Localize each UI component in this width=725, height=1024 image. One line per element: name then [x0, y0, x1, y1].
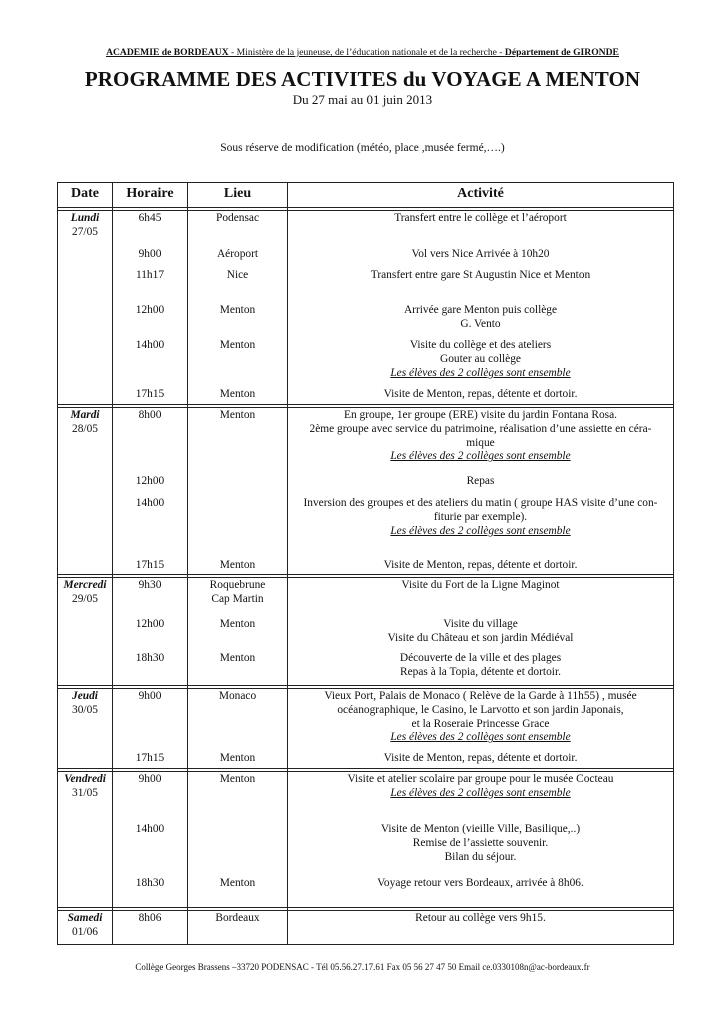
time-cell: 18h30	[135, 652, 165, 664]
place-cell	[188, 304, 287, 318]
day-date: 30/05	[72, 703, 98, 716]
time-cell: 8h06	[138, 912, 162, 924]
place-line: Nice	[226, 269, 249, 281]
place-line: Roquebrune	[209, 579, 266, 591]
time-cell: 9h00	[138, 248, 162, 260]
activity-cell	[288, 912, 673, 926]
place-cell	[188, 388, 287, 402]
activity-line: Visite du Château et son jardin Médiéval	[387, 631, 574, 644]
day-date: 29/05	[72, 592, 98, 605]
place-cell	[188, 752, 287, 766]
activity-line: Vieux Port, Palais de Monaco ( Relève de la Garde à 11h55) , musée	[324, 690, 637, 702]
day-cell	[58, 773, 112, 801]
activity-line: Visite de Menton, repas, détente et dortoir.	[383, 752, 578, 764]
place-line: Cap Martin	[211, 592, 264, 605]
time-cell: 6h45	[138, 212, 162, 224]
place-line: Menton	[219, 304, 256, 316]
activity-cell	[288, 618, 673, 646]
place-line: Menton	[219, 877, 256, 889]
day-name: Vendredi	[64, 773, 106, 785]
header-line	[0, 47, 725, 58]
day-cell	[58, 579, 112, 607]
activity-line: Remise de l’assiette souvenir.	[412, 836, 549, 849]
group-note: Les élèves des 2 collèges sont ensemble	[390, 366, 571, 379]
day-name: Lundi	[70, 212, 100, 224]
group-note: Les élèves des 2 collèges sont ensemble	[390, 731, 571, 744]
time-cell: 9h00	[138, 773, 162, 785]
day-cell	[58, 212, 112, 240]
place-cell	[188, 248, 287, 262]
activity-line: G. Vento	[460, 317, 501, 330]
place-line: Menton	[219, 773, 256, 785]
activity-line: Voyage retour vers Bordeaux, arrivée à 8h06.	[377, 877, 584, 889]
activity-line: Découverte de la ville et des plages	[399, 652, 562, 664]
activity-cell	[288, 877, 673, 891]
activity-line: Inversion des groupes et des ateliers du matin ( groupe HAS visite d’une con-	[303, 497, 658, 509]
place-cell	[188, 690, 287, 704]
time-cell: 17h15	[135, 559, 165, 571]
place-cell	[188, 579, 287, 607]
day-divider	[58, 768, 673, 772]
academie-label: ACADEMIE de BORDEAUX	[106, 47, 229, 58]
time-cell: 9h00	[138, 690, 162, 702]
group-note: Les élèves des 2 collèges sont ensemble	[390, 786, 571, 799]
time-cell: 8h00	[138, 409, 162, 421]
group-note: Les élèves des 2 collèges sont ensemble	[390, 524, 571, 537]
day-divider	[58, 685, 673, 689]
activity-cell	[288, 752, 673, 766]
activity-line: Transfert entre le collège et l’aéroport	[394, 212, 567, 224]
place-cell	[188, 912, 287, 926]
group-note: Les élèves des 2 collèges sont ensemble	[390, 450, 571, 463]
place-line: Aéroport	[216, 248, 259, 260]
activity-line: Repas	[466, 475, 495, 487]
activity-cell	[288, 773, 673, 801]
day-date: 31/05	[72, 786, 98, 799]
time-cell: 14h00	[135, 339, 165, 351]
activity-line: Visite de Menton (vieille Ville, Basilique,..)	[380, 823, 581, 835]
page-subtitle: Du 27 mai au 01 juin 2013	[292, 92, 433, 107]
activity-line: 2ème groupe avec service du patrimoine, réalisation d’une assiette en céra-	[309, 422, 652, 435]
place-cell	[188, 409, 287, 423]
place-cell	[188, 559, 287, 573]
header-date: Date	[71, 186, 99, 201]
activity-line: Gouter au collège	[440, 352, 521, 365]
activity-line: Bilan du séjour.	[444, 850, 517, 863]
activity-line: Vol vers Nice Arrivée à 10h20	[411, 248, 550, 260]
activity-line: mique	[466, 436, 495, 449]
activity-line: Visite de Menton, repas, détente et dortoir.	[383, 559, 578, 571]
time-cell: 12h00	[135, 618, 165, 630]
time-cell: 17h15	[135, 388, 165, 400]
day-name: Jeudi	[72, 690, 98, 702]
activity-line: Repas à la Topia, détente et dortoir.	[400, 665, 561, 678]
day-divider	[58, 574, 673, 578]
place-line: Podensac	[215, 212, 260, 224]
time-cell: 14h00	[135, 823, 165, 835]
header-lieu: Lieu	[223, 186, 252, 201]
activity-cell	[288, 269, 673, 283]
time-cell: 9h30	[138, 579, 162, 591]
place-line: Menton	[219, 388, 256, 400]
activity-cell	[288, 388, 673, 402]
header-activite: Activité	[457, 186, 504, 201]
place-cell	[188, 339, 287, 353]
modification-note: Sous réserve de modification (météo, place ,musée fermé,….)	[220, 142, 505, 154]
place-cell	[188, 652, 287, 666]
place-cell	[188, 773, 287, 787]
activity-cell	[288, 690, 673, 745]
day-date: 27/05	[72, 225, 98, 238]
day-cell	[58, 912, 112, 940]
place-line: Menton	[219, 618, 256, 630]
footer-contact: Collège Georges Brassens –33720 PODENSAC - Tél 05.56.27.17.61 Fax 05 56 27 47 50 Email ce.0330108n@ac-bordeaux.fr	[135, 962, 590, 972]
time-cell: 12h00	[135, 304, 165, 316]
time-cell: 11h17	[135, 269, 165, 281]
day-divider	[58, 404, 673, 408]
activity-cell	[288, 475, 673, 489]
place-cell	[188, 877, 287, 891]
place-cell	[188, 212, 287, 226]
day-date: 01/06	[72, 925, 98, 938]
activity-line: Arrivée gare Menton puis collège	[403, 304, 558, 316]
activity-cell	[288, 652, 673, 680]
activity-cell	[288, 497, 673, 538]
page-title: PROGRAMME DES ACTIVITES du VOYAGE A MENTON	[84, 67, 641, 91]
day-date: 28/05	[72, 422, 98, 435]
activity-line: Transfert entre gare St Augustin Nice et Menton	[370, 269, 591, 281]
activity-cell	[288, 823, 673, 864]
day-cell	[58, 409, 112, 437]
time-cell: 12h00	[135, 475, 165, 487]
activity-line: Retour au collège vers 9h15.	[415, 912, 546, 924]
day-cell	[58, 690, 112, 718]
place-line: Menton	[219, 339, 256, 351]
departement-label: Département de GIRONDE	[504, 47, 619, 58]
activity-cell	[288, 339, 673, 380]
header-horaire: Horaire	[126, 186, 174, 201]
place-line: Menton	[219, 559, 256, 571]
time-cell: 17h15	[135, 752, 165, 764]
activity-cell	[288, 304, 673, 332]
activity-cell	[288, 212, 673, 226]
day-name: Samedi	[67, 912, 103, 924]
time-cell: 14h00	[135, 497, 165, 509]
activity-line: Visite du village	[443, 618, 518, 630]
activity-line: En groupe, 1er groupe (ERE) visite du jardin Fontana Rosa.	[344, 409, 617, 421]
place-cell	[188, 618, 287, 632]
place-line: Menton	[219, 752, 256, 764]
activity-cell	[288, 409, 673, 464]
activity-cell	[288, 248, 673, 262]
ministere-label: - Ministère de la jeuneuse, de l’éducation nationale et de la recherche -	[228, 47, 505, 58]
place-line: Monaco	[218, 690, 257, 702]
place-line: Bordeaux	[215, 912, 260, 924]
place-line: Menton	[219, 409, 256, 421]
schedule-table	[57, 182, 674, 945]
day-name: Mardi	[70, 409, 100, 421]
place-line: Menton	[219, 652, 256, 664]
activity-line: fiturie par exemple).	[433, 510, 528, 523]
activity-line: Visite et atelier scolaire par groupe pour le musée Cocteau	[347, 773, 614, 785]
activity-line: Visite de Menton, repas, détente et dortoir.	[383, 388, 578, 400]
activity-line: Visite du Fort de la Ligne Maginot	[401, 579, 560, 591]
activity-line: Visite du collège et des ateliers	[409, 339, 552, 351]
time-cell: 18h30	[135, 877, 165, 889]
header-divider	[58, 207, 673, 211]
place-cell	[188, 269, 287, 283]
day-divider	[58, 907, 673, 911]
day-name: Mercredi	[63, 579, 107, 591]
activity-cell	[288, 559, 673, 573]
activity-line: océanographique, le Casino, le Larvotto et son jardin Japonais,	[337, 703, 624, 716]
activity-cell	[288, 579, 673, 593]
activity-line: et la Roseraie Princesse Grace	[411, 717, 550, 730]
